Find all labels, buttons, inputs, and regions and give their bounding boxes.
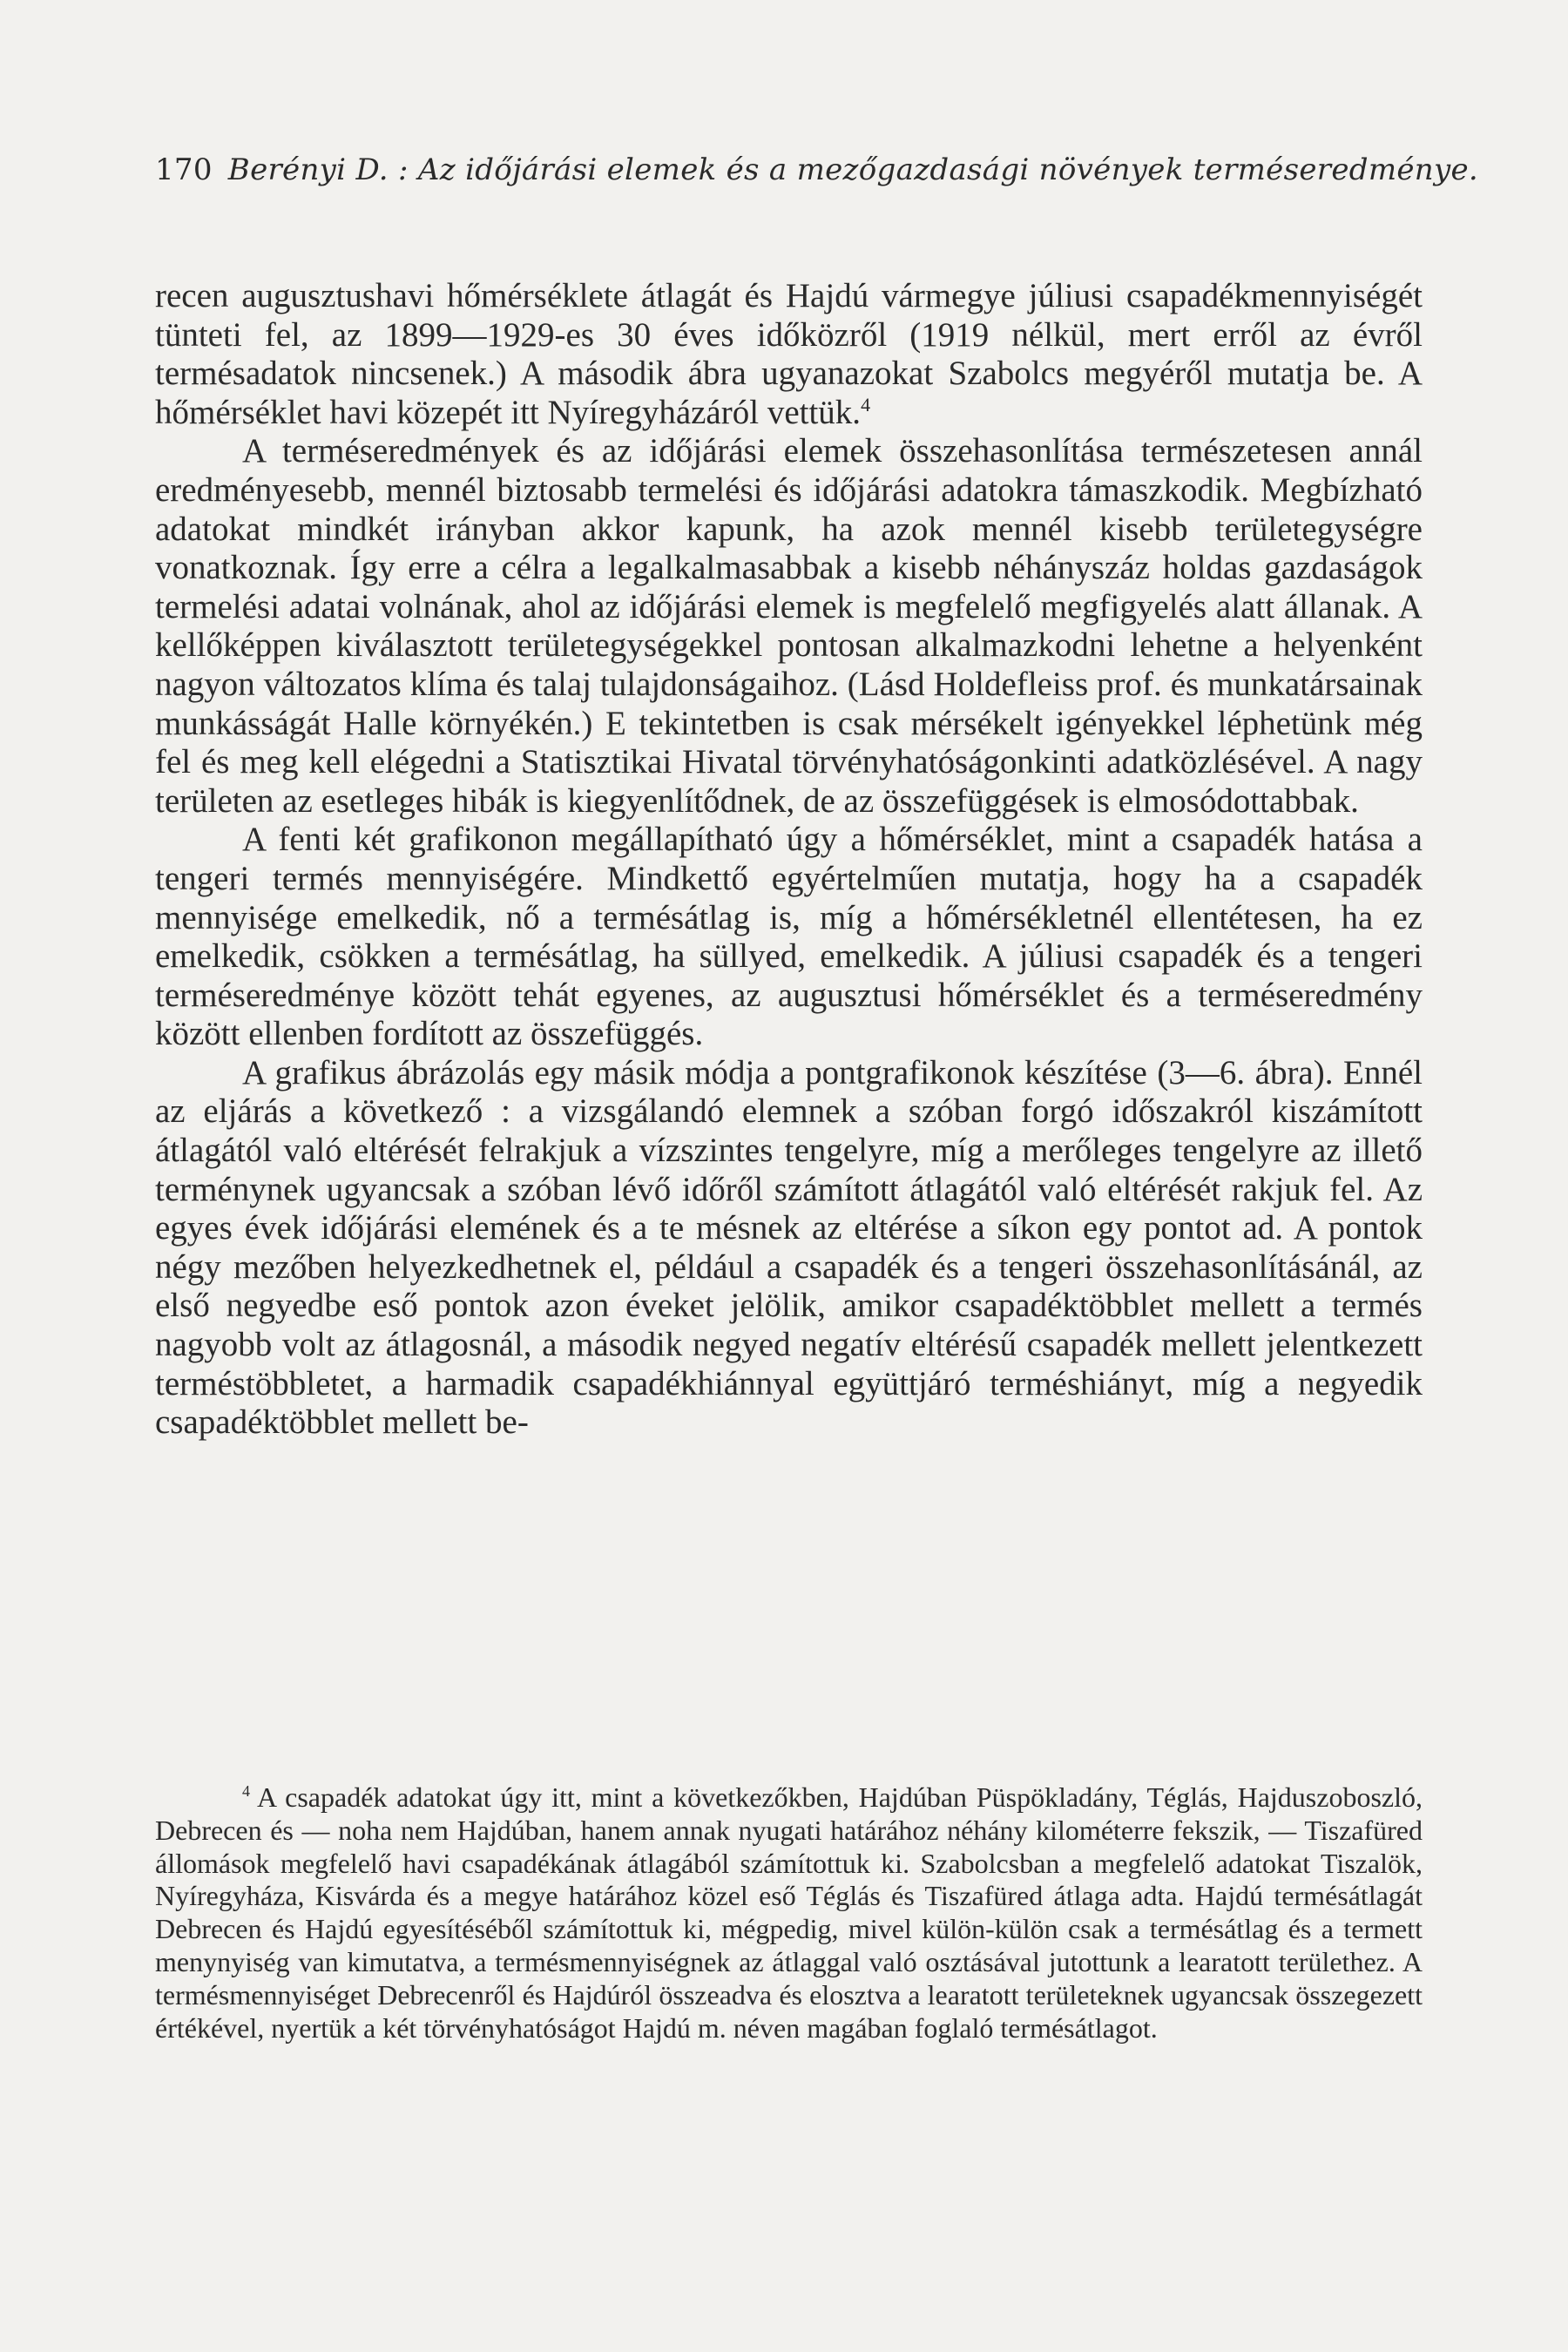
paragraph-1: [155, 277, 1423, 432]
body-text: [155, 277, 1423, 1443]
running-title: Berényi D. : Az időjárási elemek és a mezőgazdasági növények terméseredménye.: [227, 152, 1479, 187]
footnote: [155, 1781, 1423, 2044]
running-header: [155, 152, 1479, 187]
paragraph-2: A terméseredmények és az időjárási elemek összehasonlítása természetesen annál eredményesebb, mennél biztosabb termelési és időjárási adatokra támaszkodik. Megbízható adatokat mindkét irányban akkor kapunk, ha azok mennél kisebb területegységre vonatkoznak. Így erre a célra a legalkalmasabbak a kisebb néhányszáz holdas gazdaságok termelési adatai volnának, ahol az időjárási elemek is megfelelő megfigyelés alatt állanak. A kellőképpen kiválasztott területegységekkel pontosan alkalmazkodni lehetne a helyenként nagyon változatos klíma és talaj tulajdonságaihoz. (Lásd Holdefleiss prof. és munkatársainak munkásságát Halle környékén.) E tekintetben is csak mérsékelt igényekkel léphetünk még fel és meg kell elégedni a Statisztikai Hivatal törvényhatóságonkinti adatközlésével. A nagy területen az esetleges hibák is kiegyenlítődnek, de az összefüggések is elmosódottabbak.: [155, 432, 1423, 820]
paragraph-1-text: recen augusztushavi hőmérséklete átlagát és Hajdú vármegye júliusi csapadékmennyiségét tünteti fel, az 1899—1929-es 30 éves időközről (1919 nélkül, mert erről az évről termésadatok nincsenek.) A második ábra ugyanazokat Szabolcs megyéről mutatja be. A hőmérséklet havi közepét itt Nyíregyházáról vettük.: [155, 277, 1423, 431]
footnote-text: A csapadék adatokat úgy itt, mint a következőkben, Hajdúban Püspökladány, Téglás, Hajduszoboszló, Debrecen és — noha nem Hajdúban, hanem annak nyugati határához néhány kilométerre fekszik, — Tiszafüred állomások megfelelő havi csapadékának átlagából számítottuk ki. Szabolcsban a megfelelő adatokat Tiszalök, Nyíregyháza, Kisvárda és a megye határához közel eső Téglás és Tiszafüred átlaga adta. Hajdú termésátlagát Debrecen és Hajdú egyesítéséből számítottuk ki, mégpedig, mivel külön-külön csak a termésátlag és a termett menynyiség van kimutatva, a termésmennyiségnek az átlaggal való osztásával jutottunk a learatott területhez. A termésmennyiséget Debrecenről és Hajdúról összeadva és elosztva a learatott területeknek ugyancsak összegezett értékével, nyertük a két törvényhatóságot Hajdú m. néven magában foglaló termésátlagot.: [155, 1781, 1423, 2044]
page-number: 170: [155, 152, 213, 187]
paragraph-3: A fenti két grafikonon megállapítható úgy a hőmérséklet, mint a csapadék hatása a tengeri termés mennyiségére. Mindkettő egyértelműen mutatja, hogy ha a csapadék mennyisége emelkedik, nő a termésátlag is, míg a hőmérsékletnél ellentétesen, ha ez emelkedik, csökken a termésátlag, ha süllyed, emelkedik. A júliusi csapadék és a tengeri terméseredménye között tehát egyenes, az augusztusi hőmérséklet és a terméseredmény között ellenben fordított az összefüggés.: [155, 821, 1423, 1053]
footnote-reference: 4: [861, 393, 871, 416]
paragraph-4: A grafikus ábrázolás egy másik módja a pontgrafikonok készítése (3—6. ábra). Ennél az eljárás a következő : a vizsgálandó elemnek a szóban forgó időszakról kiszámított átlagától való eltérését felrakjuk a vízszintes tengelyre, míg a merőleges tengelyre az illető terménynek ugyancsak a szóban lévő időről számított átlagától való eltérését rakjuk fel. Az egyes évek időjárási elemének és a te mésnek az eltérése a síkon egy pontot ad. A pontok négy mezőben helyezkedhetnek el, például a csapadék és a tengeri összehasonlításánál, az első negyedbe eső pontok azon éveket jelölik, amikor csapadéktöbblet mellett a termés nagyobb volt az átlagosnál, a második negyed negatív eltérésű csapadék mellett jelentkezett terméstöbbletet, a harmadik csapadékhiánnyal együttjáró terméshiányt, míg a negyedik csapadéktöbblet mellett be-: [155, 1053, 1423, 1442]
footnote-mark: 4: [242, 1782, 250, 1801]
